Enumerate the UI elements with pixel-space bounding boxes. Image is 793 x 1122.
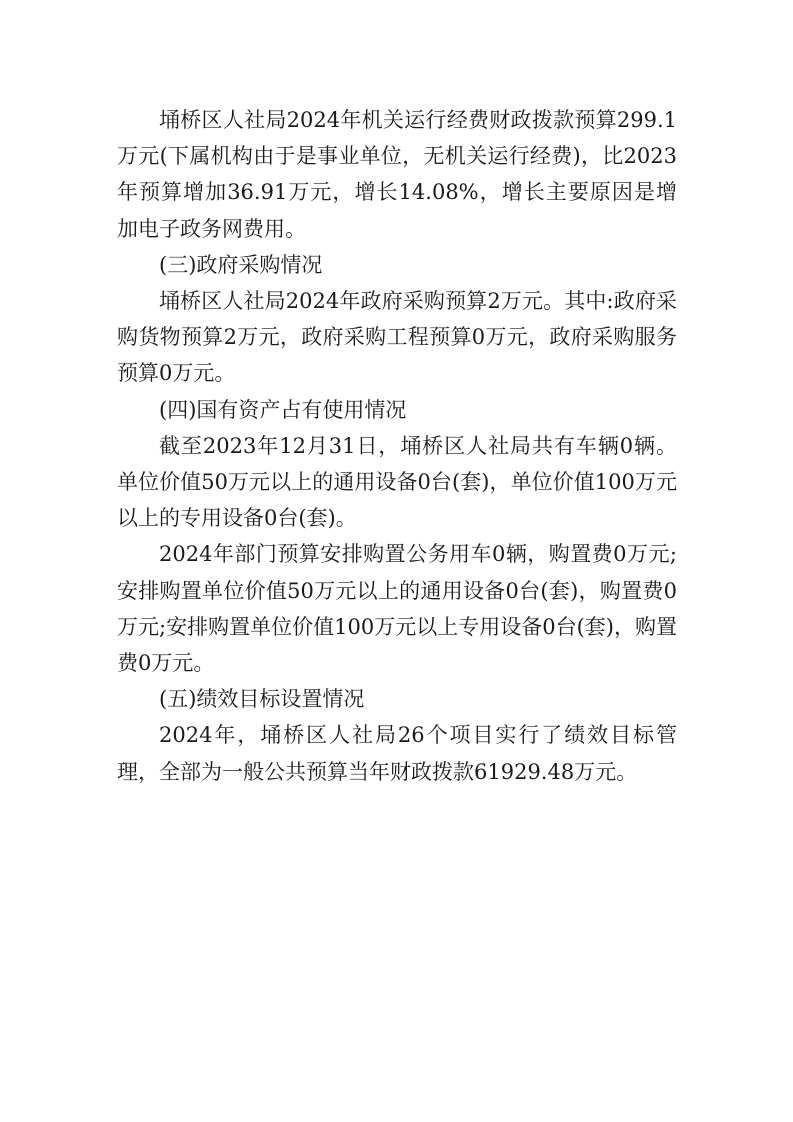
paragraph-procurement-budget: 埇桥区人社局2024年政府采购预算2万元。其中:政府采购货物预算2万元，政府采购工程预算0万元，政府采购服务预算0万元。 [117,289,677,386]
paragraph-operating-expenses: 埇桥区人社局2024年机关运行经费财政拨款预算299.1万元(下属机构由于是事业单位，无机关运行经费)，比2023年预算增加36.91万元，增长14.08%，增长主要原因是增加电子政务网费用。 [117,108,677,241]
heading-government-procurement: (三)政府采购情况 [159,252,323,277]
paragraph-assets-purchase-plan: 2024年部门预算安排购置公务用车0辆，购置费0万元;安排购置单位价值50万元以上的通用设备0台(套)，购置费0万元;安排购置单位价值100万元以上专用设备0台(套)，购置费0万元。 [117,542,677,676]
heading-performance-targets: (五)绩效目标设置情况 [159,687,365,712]
paragraph-performance-targets: 2024年，埇桥区人社局26个项目实行了绩效目标管理，全部为一般公共预算当年财政拨款61929.48万元。 [117,723,677,784]
heading-state-assets: (四)国有资产占有使用情况 [159,397,407,422]
paragraph-assets-status: 截至2023年12月31日，埇桥区人社局共有车辆0辆。单位价值50万元以上的通用设备0台(套)，单位价值100万元以上的专用设备0台(套)。 [117,433,677,531]
document-page [117,102,677,790]
